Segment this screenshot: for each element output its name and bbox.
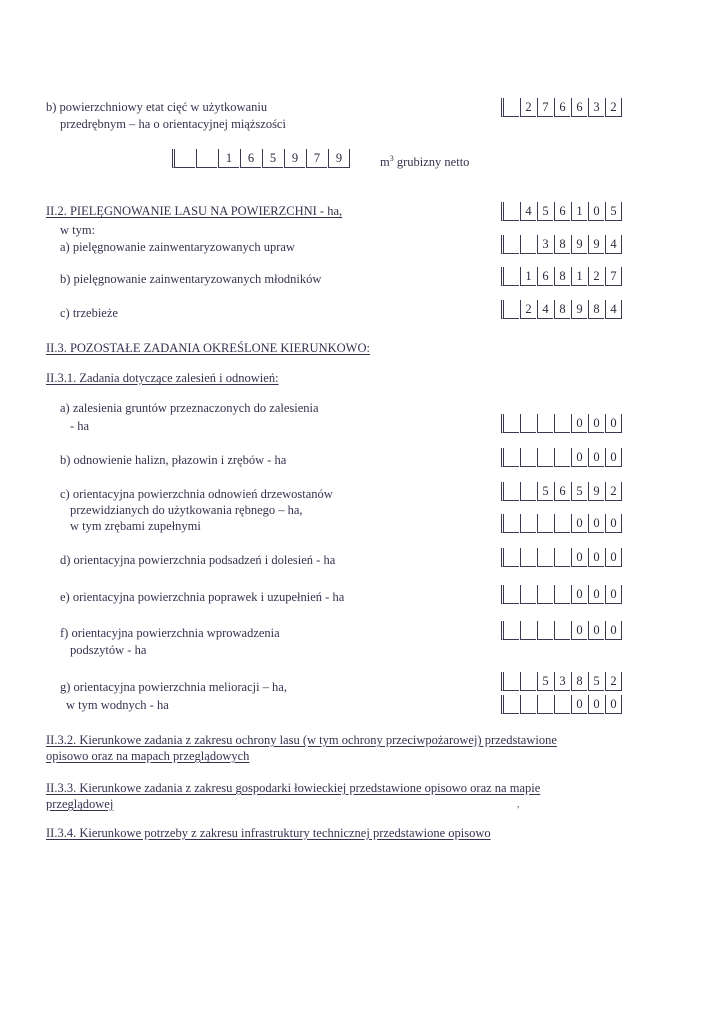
digit-cell: 0 (588, 514, 604, 533)
digit-cell (501, 482, 519, 501)
digit-cell: 2 (605, 98, 622, 117)
digit-cell: 2 (520, 300, 536, 319)
digit-cell (501, 672, 519, 691)
digit-cell (172, 149, 195, 168)
ii31-a-digit-box (501, 414, 623, 434)
digit-cell: 6 (554, 98, 570, 117)
digit-cell: 0 (605, 548, 622, 567)
ii2-item-a-label: a) pielęgnowanie zainwentaryzowanych upraw (60, 240, 295, 254)
digit-cell (501, 414, 519, 433)
section-ii31-title: II.3.1. Zadania dotyczące zalesień i odnowień: (46, 371, 279, 385)
ii2-w-tym: w tym: (60, 223, 96, 237)
ii31-c-sub-digit-box (501, 514, 623, 534)
digit-cell: 0 (588, 414, 604, 433)
digit-cell (520, 514, 536, 533)
ii31-d-digit-box (501, 548, 623, 568)
digit-cell: 2 (605, 672, 622, 691)
section-ii32-line2: opisowo oraz na mapach przeglądowych (46, 749, 250, 763)
digit-cell (520, 695, 536, 714)
digit-cell: 0 (571, 548, 587, 567)
section-ii33-line2: przeglądowej (46, 797, 114, 811)
digit-cell (501, 202, 519, 221)
ii31-f-line1: f) orientacyjna powierzchnia wprowadzenia (60, 626, 280, 640)
digit-cell: 2 (605, 482, 622, 501)
digit-cell: 5 (537, 202, 553, 221)
digit-cell (520, 672, 536, 691)
ii31-a-line2: - ha (70, 419, 90, 433)
digit-cell: 3 (554, 672, 570, 691)
digit-cell (554, 514, 570, 533)
ii2-item-b-digit-box (501, 267, 623, 287)
digit-cell: 0 (571, 585, 587, 604)
digit-cell: 0 (571, 621, 587, 640)
digit-cell: 7 (537, 98, 553, 117)
digit-cell: 4 (605, 300, 622, 319)
digit-cell (554, 585, 570, 604)
ii31-a-line1: a) zalesienia gruntów przeznaczonych do zalesienia (60, 401, 319, 415)
digit-cell (520, 482, 536, 501)
digit-cell: 9 (328, 149, 350, 168)
ii2-item-c-label: c) trzebieże (60, 306, 118, 320)
ii31-g-line2: w tym wodnych - ha (66, 698, 169, 712)
digit-cell: 1 (218, 149, 239, 168)
volume-digit-box (172, 149, 351, 169)
digit-cell: 0 (605, 621, 622, 640)
digit-cell: 6 (240, 149, 261, 168)
ii31-c-line1: c) orientacyjna powierzchnia odnowień drzewostanów (60, 487, 333, 501)
digit-cell: 0 (571, 695, 587, 714)
digit-cell: 1 (520, 267, 536, 286)
digit-cell: 0 (571, 514, 587, 533)
digit-cell (537, 585, 553, 604)
digit-cell: 6 (537, 267, 553, 286)
ii2-item-c-digit-box (501, 300, 623, 320)
digit-cell (501, 621, 519, 640)
digit-cell: 0 (588, 695, 604, 714)
area-digit-box (501, 98, 623, 118)
section-ii2-title: II.2. PIELĘGNOWANIE LASU NA POWIERZCHNI - ha, (46, 204, 343, 218)
digit-cell: 7 (306, 149, 327, 168)
digit-cell: 5 (571, 482, 587, 501)
section-ii33-line1: II.3.3. Kierunkowe zadania z zakresu gospodarki łowieckiej przedstawione opisowo oraz na mapie (46, 781, 541, 795)
digit-cell: 2 (588, 267, 604, 286)
digit-cell (554, 695, 570, 714)
digit-cell: 0 (588, 448, 604, 467)
ii31-b-label: b) odnowienie halizn, płazowin i zrębów - ha (60, 453, 287, 467)
ii31-c-line2: przewidzianych do użytkowania rębnego – ha, (70, 503, 303, 517)
digit-cell: 9 (571, 300, 587, 319)
stray-mark: , (517, 799, 520, 809)
digit-cell: 8 (571, 672, 587, 691)
digit-cell: 4 (537, 300, 553, 319)
digit-cell: 0 (588, 621, 604, 640)
ii31-c-line3: w tym zrębami zupełnymi (70, 519, 201, 533)
digit-cell: 6 (554, 202, 570, 221)
digit-cell: 7 (605, 267, 622, 286)
ii31-e-digit-box (501, 585, 623, 605)
digit-cell: 6 (571, 98, 587, 117)
ii31-e-label: e) orientacyjna powierzchnia poprawek i uzupełnień - ha (60, 590, 345, 604)
digit-cell (501, 267, 519, 286)
digit-cell: 0 (571, 414, 587, 433)
digit-cell: 9 (588, 235, 604, 254)
digit-cell: 5 (537, 482, 553, 501)
volume-unit-sup: 3 (389, 154, 394, 163)
digit-cell: 1 (571, 202, 587, 221)
digit-cell: 0 (588, 202, 604, 221)
ii31-f-line2: podszytów - ha (70, 643, 147, 657)
digit-cell (537, 448, 553, 467)
digit-cell: 3 (588, 98, 604, 117)
digit-cell: 0 (605, 448, 622, 467)
digit-cell: 8 (554, 235, 570, 254)
digit-cell: 0 (605, 585, 622, 604)
volume-unit (380, 151, 469, 170)
digit-cell: 5 (588, 672, 604, 691)
digit-cell: 0 (588, 548, 604, 567)
digit-cell: 0 (605, 414, 622, 433)
digit-cell: 0 (605, 695, 622, 714)
digit-cell: 0 (588, 585, 604, 604)
digit-cell (501, 98, 519, 117)
digit-cell (554, 548, 570, 567)
digit-cell (537, 621, 553, 640)
digit-cell: 5 (605, 202, 622, 221)
ii31-f-digit-box (501, 621, 623, 641)
digit-cell (520, 621, 536, 640)
section-ii3-title: II.3. POZOSTAŁE ZADANIA OKREŚLONE KIERUNKOWO: (46, 341, 370, 355)
digit-cell: 5 (262, 149, 283, 168)
section-ii34-line1: II.3.4. Kierunkowe potrzeby z zakresu infrastruktury technicznej przedstawione opisowo (46, 826, 491, 840)
ii31-g-sub-digit-box (501, 695, 623, 715)
digit-cell (537, 695, 553, 714)
ii2-total-digit-box (501, 202, 623, 222)
digit-cell (554, 414, 570, 433)
digit-cell: 2 (520, 98, 536, 117)
volume-unit-m: m (380, 155, 390, 170)
ii31-c-digit-box (501, 482, 623, 502)
digit-cell (554, 448, 570, 467)
ii31-g-digit-box (501, 672, 623, 692)
digit-cell (501, 585, 519, 604)
volume-unit-rest: grubizny netto (393, 155, 470, 170)
digit-cell: 9 (571, 235, 587, 254)
digit-cell: 3 (537, 235, 553, 254)
digit-cell: 1 (571, 267, 587, 286)
digit-cell: 9 (588, 482, 604, 501)
digit-cell (554, 621, 570, 640)
ii31-g-line1: g) orientacyjna powierzchnia melioracji – ha, (60, 680, 287, 694)
digit-cell (196, 149, 217, 168)
area-label-line1: b) powierzchniowy etat cięć w użytkowaniu (46, 100, 268, 114)
digit-cell (537, 414, 553, 433)
ii31-b-digit-box (501, 448, 623, 468)
digit-cell (520, 585, 536, 604)
digit-cell: 0 (571, 448, 587, 467)
digit-cell (501, 548, 519, 567)
digit-cell: 5 (537, 672, 553, 691)
digit-cell (520, 548, 536, 567)
ii2-item-b-label: b) pielęgnowanie zainwentaryzowanych młodników (60, 272, 322, 286)
digit-cell: 4 (520, 202, 536, 221)
digit-cell (520, 235, 536, 254)
digit-cell: 8 (554, 267, 570, 286)
digit-cell (501, 235, 519, 254)
section-ii32-line1: II.3.2. Kierunkowe zadania z zakresu ochrony lasu (w tym ochrony przeciwpożarowej) przedstawione (46, 733, 557, 747)
digit-cell: 4 (605, 235, 622, 254)
digit-cell: 9 (284, 149, 305, 168)
digit-cell (537, 514, 553, 533)
digit-cell: 0 (605, 514, 622, 533)
digit-cell (520, 414, 536, 433)
digit-cell (501, 514, 519, 533)
digit-cell (501, 695, 519, 714)
digit-cell: 8 (554, 300, 570, 319)
digit-cell (537, 548, 553, 567)
area-label-line2: przedrębnym – ha o orientacyjnej miąższości (60, 117, 286, 131)
digit-cell (501, 300, 519, 319)
digit-cell: 8 (588, 300, 604, 319)
ii31-d-label: d) orientacyjna powierzchnia podsadzeń i dolesień - ha (60, 553, 336, 567)
ii2-item-a-digit-box (501, 235, 623, 255)
digit-cell: 6 (554, 482, 570, 501)
digit-cell (501, 448, 519, 467)
digit-cell (520, 448, 536, 467)
